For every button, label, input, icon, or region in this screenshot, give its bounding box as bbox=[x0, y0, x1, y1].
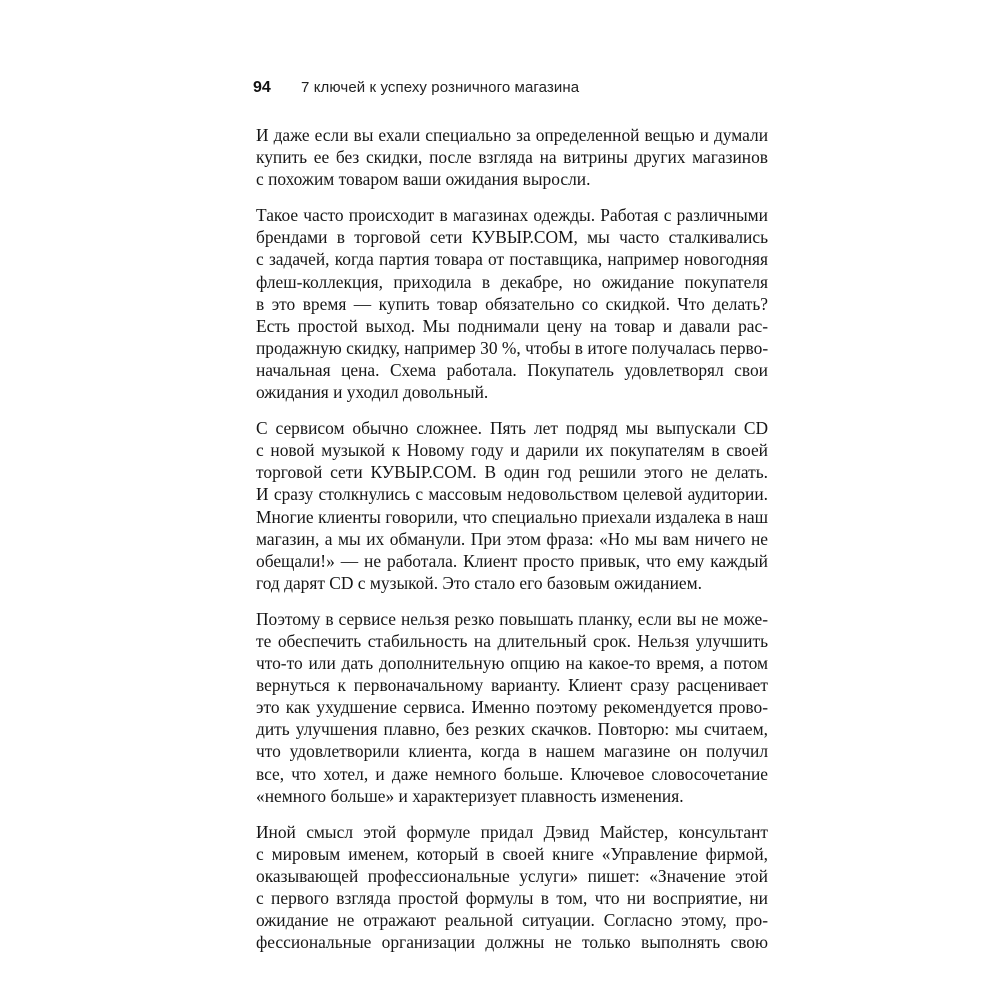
text-line: Такое часто происходит в магазинах одежды. Работая с различными bbox=[256, 205, 768, 226]
paragraph bbox=[256, 124, 768, 190]
text-line: с мировым именем, который в своей книге «Управление фирмой, bbox=[256, 843, 768, 864]
text-line: магазин, а мы их обманули. При этом фраза: «Но мы вам ничего не bbox=[256, 528, 768, 549]
text-line: «немного больше» и характеризует плавность изменения. bbox=[256, 785, 684, 806]
text-line: купить ее без скидки, после взгляда на витрины других магазинов bbox=[256, 147, 768, 168]
running-title: 7 ключей к успеху розничного магазина bbox=[301, 79, 580, 96]
text-line: с задачей, когда партия товара от поставщика, например новогодняя bbox=[256, 249, 768, 270]
text-line: оказывающей профессиональные услуги» пишет: «Значение этой bbox=[256, 865, 768, 886]
paragraph bbox=[256, 204, 768, 403]
running-head bbox=[253, 79, 579, 103]
text-line: начальная цена. Схема работала. Покупатель удовлетворял свои bbox=[256, 359, 768, 380]
text-line: те обеспечить стабильность на длительный срок. Нельзя улучшить bbox=[256, 630, 768, 651]
text-line: Поэтому в сервисе нельзя резко повышать планку, если вы не може- bbox=[256, 608, 768, 629]
text-line: И даже если вы ехали специально за определенной вещью и думали bbox=[256, 125, 768, 145]
text-line: флеш-коллекция, приходила в декабре, но ожидание покупателя bbox=[256, 271, 768, 292]
paragraph bbox=[256, 608, 768, 807]
text-body bbox=[256, 124, 768, 967]
paragraph bbox=[256, 417, 768, 594]
paragraph bbox=[256, 821, 768, 954]
text-line: что-то или дать дополнительную опцию на какое-то время, а потом bbox=[256, 653, 768, 674]
text-line: торговой сети КУВЫР.СОМ. В один год решили этого не делать. bbox=[256, 462, 768, 483]
text-line: обещали!» — не работала. Клиент просто привык, что ему каждый bbox=[256, 550, 768, 571]
text-line: год дарят CD с музыкой. Это стало его базовым ожиданием. bbox=[256, 572, 702, 593]
text-line: что удовлетворили клиента, когда в нашем магазине он получил bbox=[256, 741, 768, 762]
text-line: брендами в торговой сети КУВЫР.СОМ, мы часто сталкивались bbox=[256, 227, 768, 248]
text-line: Есть простой выход. Мы поднимали цену на товар и давали рас- bbox=[256, 315, 768, 336]
text-line: с новой музыкой к Новому году и дарили их покупателям в своей bbox=[256, 440, 768, 461]
text-line: все, что хотел, и даже немного больше. Ключевое словосочетание bbox=[256, 763, 768, 784]
text-line: И сразу столкнулись с массовым недовольством целевой аудитории. bbox=[256, 484, 768, 505]
text-line: с первого взгляда простой формулы в том, что ни восприятие, ни bbox=[256, 888, 768, 908]
text-line: Многие клиенты говорили, что специально приехали издалека в наш bbox=[256, 506, 768, 527]
text-line: дить улучшения плавно, без резких скачков. Повторю: мы считаем, bbox=[256, 719, 768, 740]
text-line: фессиональные организации должны не только выполнять свою bbox=[256, 932, 768, 953]
text-line: с похожим товаром ваши ожидания выросли. bbox=[256, 169, 591, 190]
text-line: продажную скидку, например 30 %, чтобы в итоге получалась перво- bbox=[256, 337, 769, 358]
text-line: Иной смысл этой формуле придал Дэвид Майстер, консультант bbox=[256, 821, 768, 842]
text-line: С сервисом обычно сложнее. Пять лет подряд мы выпускали CD bbox=[256, 418, 768, 439]
page-number: 94 bbox=[253, 79, 271, 96]
text-line: ожидание не отражают реальной ситуации. Согласно этому, про- bbox=[256, 910, 768, 931]
text-line: ожидания и уходил довольный. bbox=[256, 382, 489, 403]
text-line: в это время — купить товар обязательно со скидкой. Что делать? bbox=[256, 293, 768, 314]
text-line: вернуться к первоначальному варианту. Клиент сразу расценивает bbox=[256, 675, 768, 696]
text-line: это как ухудшение сервиса. Именно поэтому рекомендуется прово- bbox=[256, 697, 768, 718]
